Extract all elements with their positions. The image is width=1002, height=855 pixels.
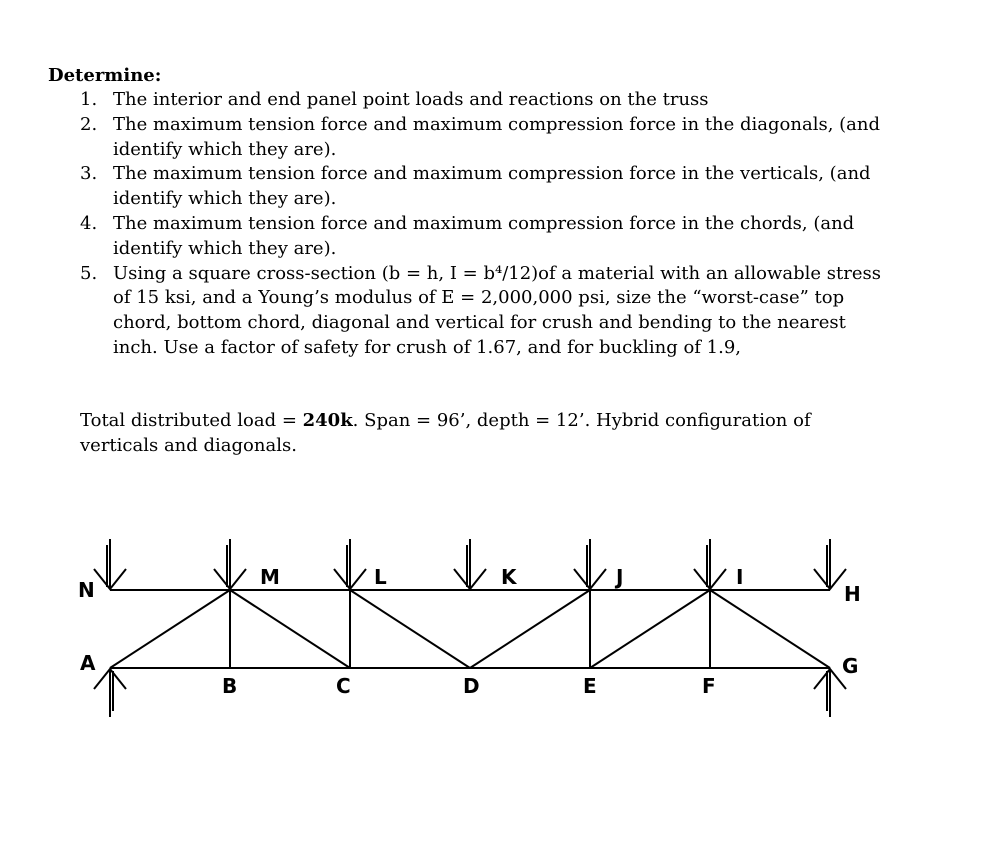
given-load: 240k	[302, 410, 353, 431]
item-text: The maximum tension force and maximum compression force in the diagonals, (and identify which they are).	[113, 113, 881, 160]
load-arrow	[214, 539, 246, 589]
node-label-b: B	[222, 674, 238, 698]
diagonal-dj	[470, 590, 590, 668]
node-label-g: G	[842, 654, 859, 678]
diagonal-ld	[350, 590, 470, 668]
node-label-k: K	[501, 565, 517, 589]
diagonal-ei	[590, 590, 710, 668]
node-label-j: J	[616, 565, 624, 589]
node-label-n: N	[78, 578, 95, 602]
diagonal-mc	[230, 590, 350, 668]
node-label-m: M	[260, 565, 280, 589]
reaction-arrow-left	[94, 669, 126, 717]
item-number: 2.	[80, 113, 98, 135]
node-label-i: I	[736, 565, 744, 589]
list-item	[80, 212, 890, 262]
load-arrows	[94, 539, 846, 589]
list-item	[80, 162, 890, 212]
node-label-a: A	[80, 651, 96, 675]
item-number: 3.	[80, 163, 98, 185]
truss-diagram	[60, 525, 910, 725]
node-label-c: C	[336, 674, 351, 698]
given-suffix: . Span = 96’, depth = 12’. Hybrid configuration of verticals and diagonals.	[80, 410, 811, 456]
list-item	[80, 262, 890, 361]
node-label-h: H	[844, 582, 861, 606]
load-arrow	[334, 539, 366, 589]
truss-members	[110, 590, 830, 668]
list-item	[80, 88, 890, 113]
node-label-l: L	[374, 565, 387, 589]
diagonal-am	[110, 590, 230, 668]
load-arrow	[814, 539, 846, 589]
load-arrow	[694, 539, 726, 589]
item-number: 5.	[80, 262, 98, 284]
item-text: Using a square cross-section (b = h, I = b⁴/12)of a material with an allowable stress of 15 ksi, and a Young’s modulus of E = 2,000,000 psi, size the “worst-case” top chord, bottom chord, diagonal and vertical for crush and bending to the nearest inch. Use a factor of safety for crush of 1.67, and for buckling of 1.9,	[113, 262, 881, 358]
node-label-e: E	[583, 674, 597, 698]
node-label-f: F	[702, 674, 716, 698]
item-text: The maximum tension force and maximum compression force in the verticals, (and identify which they are).	[113, 163, 871, 210]
load-arrow	[94, 539, 126, 589]
item-number: 4.	[80, 212, 98, 234]
load-arrow	[454, 539, 486, 589]
item-text: The interior and end panel point loads and reactions on the truss	[113, 89, 709, 110]
node-label-d: D	[463, 674, 480, 698]
task-list	[80, 88, 890, 361]
given-prefix: Total distributed load =	[80, 410, 303, 431]
diagonal-ig	[710, 590, 830, 668]
heading: Determine:	[48, 65, 162, 86]
item-text: The maximum tension force and maximum compression force in the chords, (and identify which they are).	[113, 212, 855, 259]
item-number: 1.	[80, 89, 98, 110]
load-arrow	[574, 539, 606, 589]
given-data	[80, 408, 890, 458]
list-item	[80, 113, 890, 163]
